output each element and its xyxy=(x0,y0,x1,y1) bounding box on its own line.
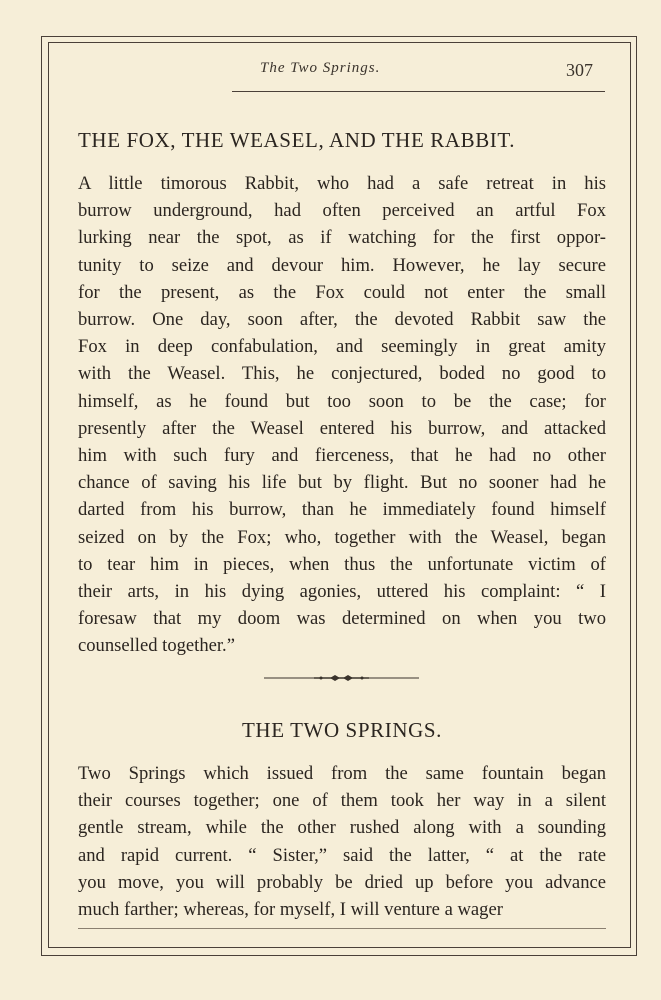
text-line: gentle stream, while the other rushed along with a sounding xyxy=(78,817,606,839)
text-line: their arts, in his dying agonies, uttered his complaint: “ I xyxy=(78,581,606,603)
page-number: 307 xyxy=(566,60,593,80)
text-line: and rapid current. “ Sister,” said the latter, “ at the rate xyxy=(78,844,606,866)
text-line: A little timorous Rabbit, who had a safe retreat in his xyxy=(78,173,606,194)
text-line: their courses together; one of them took her way in a silent xyxy=(78,790,606,812)
bottom-rule xyxy=(78,928,606,929)
text-line: counselled together.” xyxy=(78,635,235,657)
text-line: tunity to seize and devour him. However, he lay secure xyxy=(78,254,606,276)
text-line: seized on by the Fox; who, together with the Weasel, began xyxy=(78,526,606,548)
text-line: him with such fury and fierceness, that he had no other xyxy=(78,445,606,467)
text-line: Fox in deep confabulation, and seemingly in great amity xyxy=(78,336,606,358)
text-line: burrow underground, had often perceived an artful Fox xyxy=(78,200,606,222)
text-line: Two Springs which issued from the same fountain began xyxy=(78,763,606,784)
text-line: himself, as he found but too soon to be the case; for xyxy=(78,390,606,412)
text-line: lurking near the spot, as if watching for the first oppor- xyxy=(78,227,606,249)
text-line: for the present, as the Fox could not enter the small xyxy=(78,281,606,303)
text-line: burrow. One day, soon after, the devoted Rabbit saw the xyxy=(78,309,606,331)
header-rule xyxy=(232,91,605,92)
fable-text-fox-weasel-rabbit xyxy=(78,170,606,660)
running-head: The Two Springs. xyxy=(260,60,381,76)
fable-text-two-springs xyxy=(78,760,606,923)
section-divider-ornament xyxy=(264,673,419,683)
text-line: you move, you will probably be dried up before you advance xyxy=(78,871,606,893)
text-line: to tear him in pieces, when thus the unfortunate victim of xyxy=(78,553,606,575)
text-line: foresaw that my doom was determined on when you two xyxy=(78,608,606,630)
text-line: presently after the Weasel entered his burrow, and attacked xyxy=(78,417,606,439)
text-line: chance of saving his life but by flight. But no sooner had he xyxy=(78,472,606,494)
fable-title-fox-weasel-rabbit: THE FOX, THE WEASEL, AND THE RABBIT. xyxy=(78,128,516,152)
fable-title-two-springs: THE TWO SPRINGS. xyxy=(242,718,442,742)
text-line: with the Weasel. This, he conjectured, boded no good to xyxy=(78,363,606,385)
text-line: much farther; whereas, for myself, I will venture a wager xyxy=(78,899,503,921)
text-line: darted from his burrow, than he immediately found himself xyxy=(78,499,606,521)
